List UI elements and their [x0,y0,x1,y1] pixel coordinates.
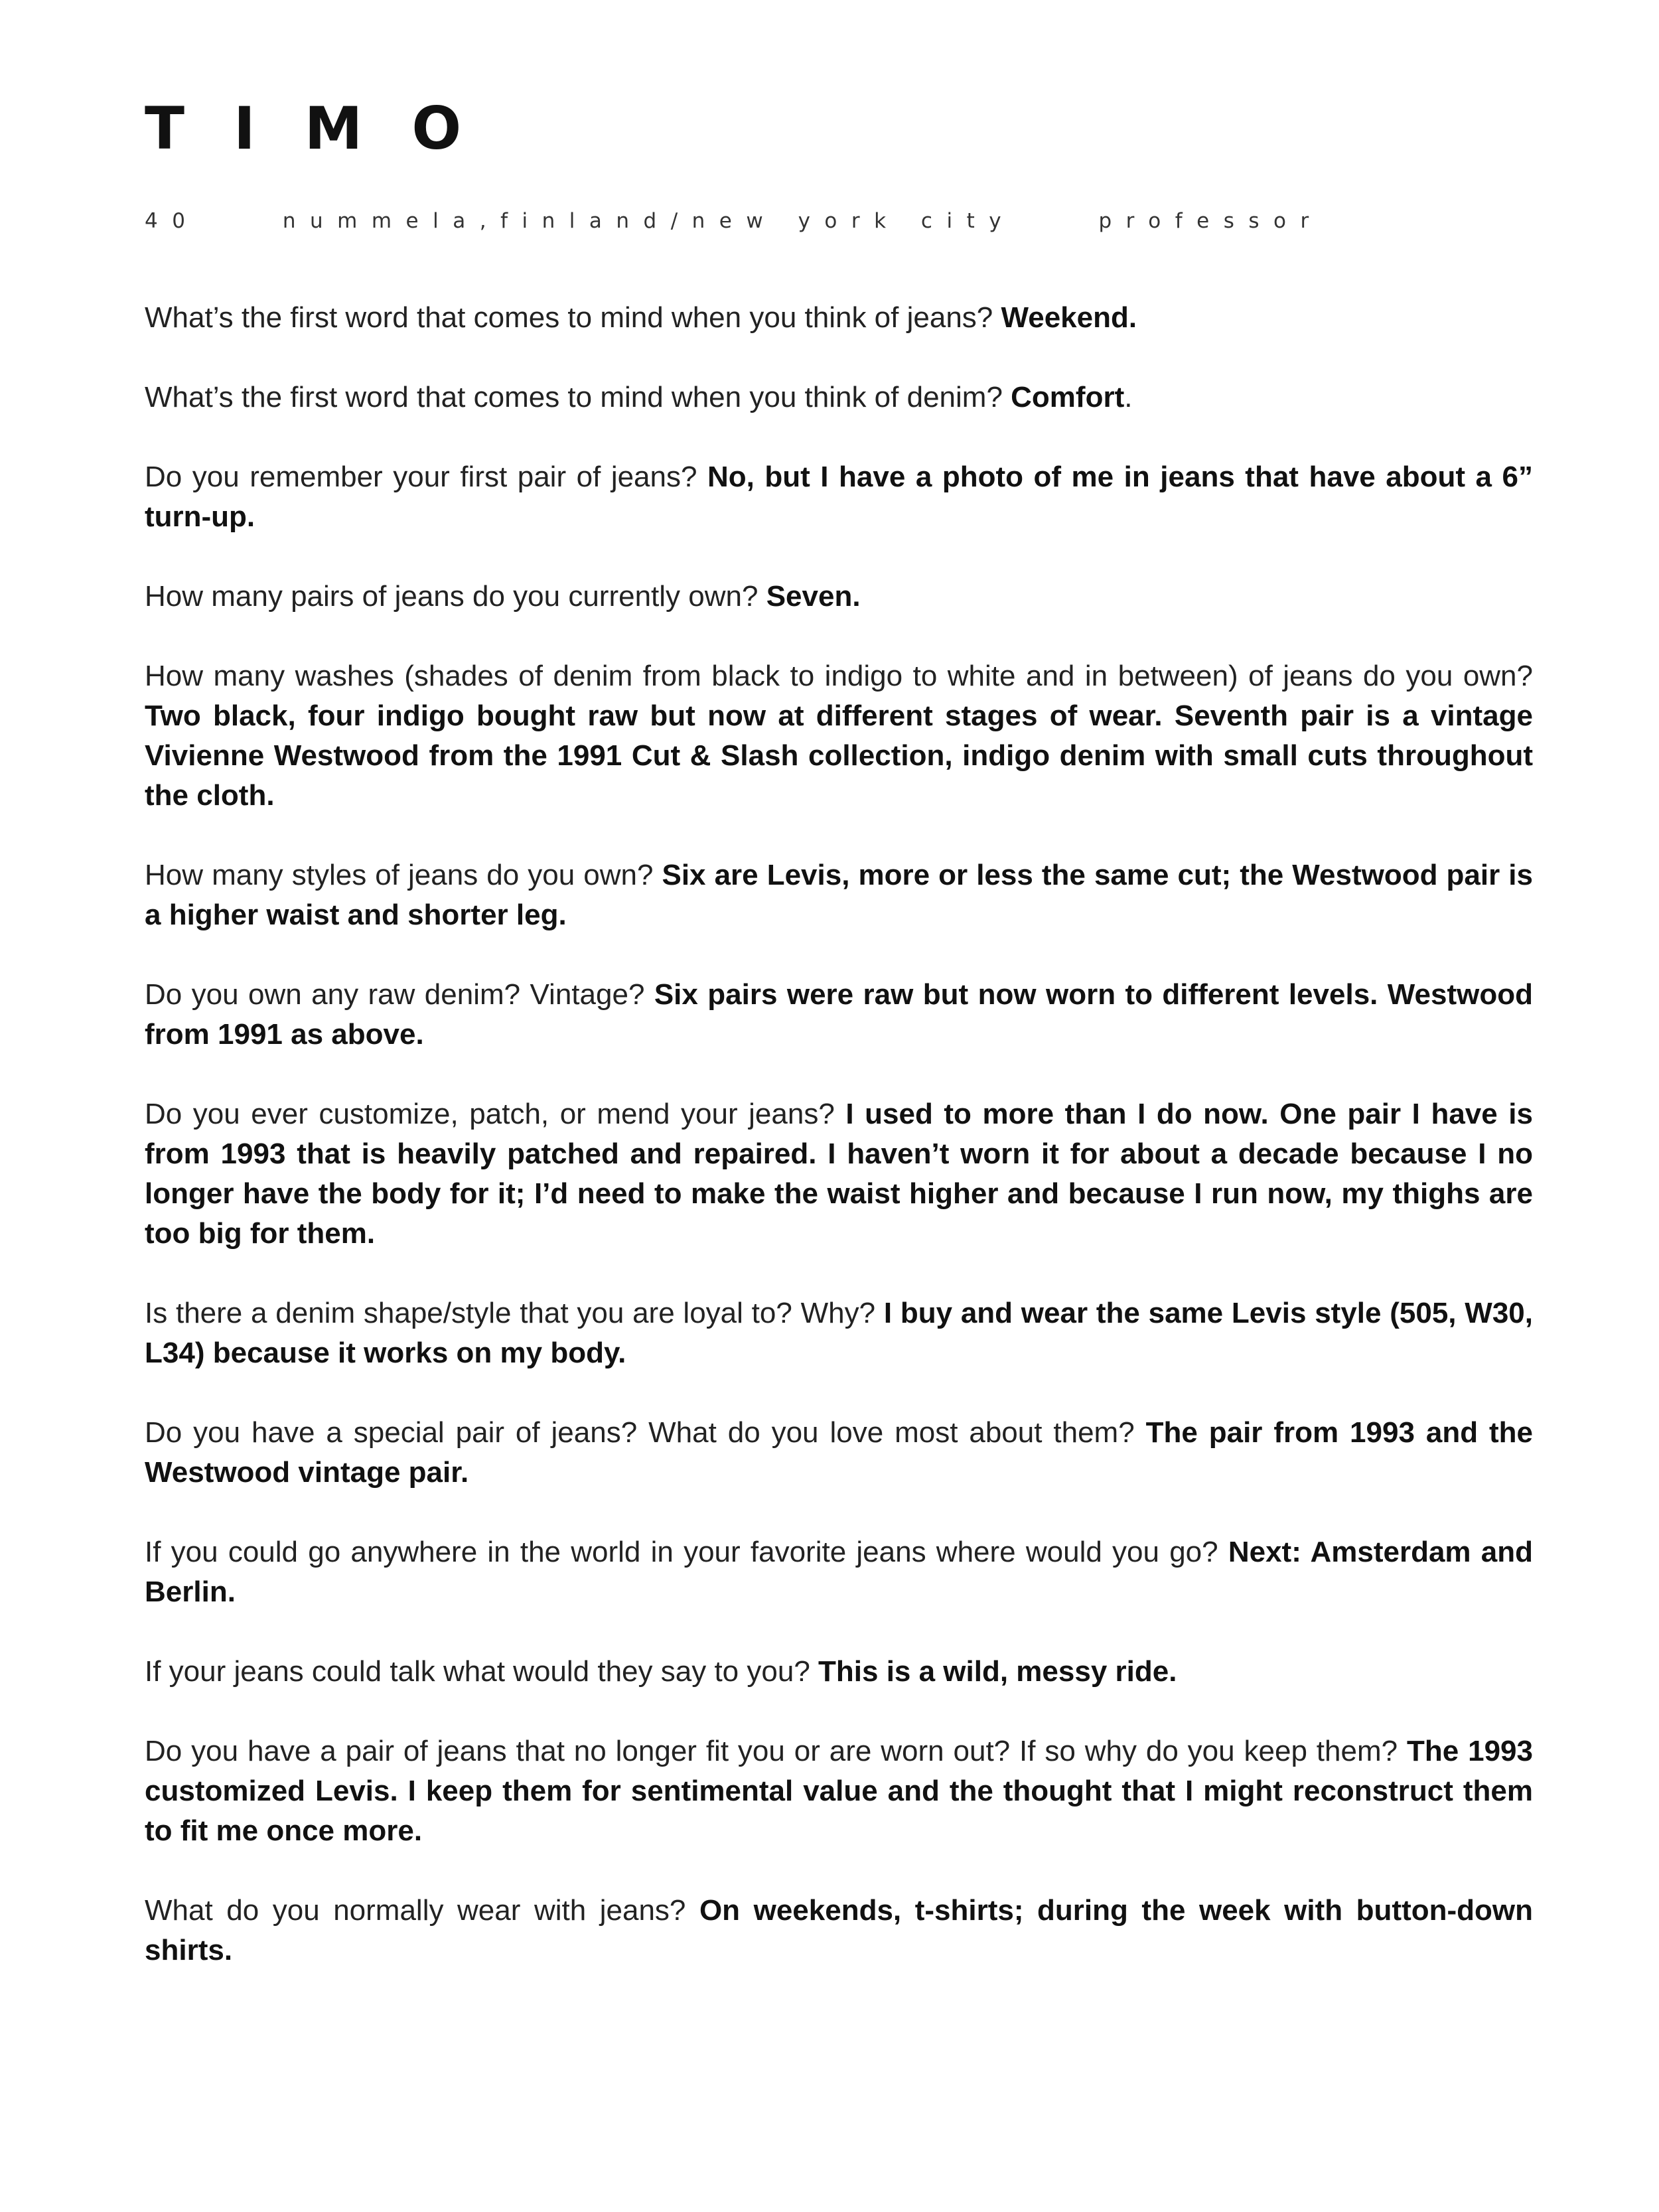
qa-item [145,975,1533,1055]
document-page [145,94,1534,2010]
qa-item [145,1532,1533,1612]
question: How many washes (shades of denim from black to indigo to white and in between) of jeans do you own? [145,660,1533,692]
answer: Comfort [1011,381,1125,413]
answer: The pair from 1993 and the Westwood vintage pair. [145,1416,1533,1489]
qa-item [145,1732,1533,1851]
answer: Two black, four indigo bought raw but now at different stages of wear. Seventh pair is a vintage Vivienne Westwood from the 1991 Cut & Slash collection, indigo denim with small cuts throughout the cloth. [145,700,1533,812]
answer: Weekend. [1001,301,1137,334]
question: What’s the first word that comes to mind when you think of denim? [145,381,1011,413]
qa-item [145,656,1533,816]
page-title: TIMO [145,94,511,163]
answer: Six pairs were raw but now worn to different levels. Westwood from 1991 as above. [145,978,1533,1051]
qa-item [145,378,1533,417]
answer: I used to more than I do now. One pair I have is from 1993 that is heavily patched and repaired. I haven’t worn it for about a decade because I no longer have the body for it; I’d need to make the waist higher and because I run now, my thighs are too big for them. [145,1098,1533,1250]
answer: I buy and wear the same Levis style (505, W30, L34) because it works on my body. [145,1297,1533,1369]
question: Do you ever customize, patch, or mend your jeans? [145,1098,846,1130]
question: Do you have a special pair of jeans? What do you love most about them? [145,1416,1146,1449]
answer: Seven. [766,580,861,613]
question: Do you remember your first pair of jeans? [145,461,707,493]
question: How many pairs of jeans do you currently own? [145,580,766,613]
question: If you could go anywhere in the world in your favorite jeans where would you go? [145,1536,1228,1568]
qa-item [145,1094,1533,1254]
qa-item [145,855,1533,935]
answer: This is a wild, messy ride. [818,1655,1177,1688]
answer: No, but I have a photo of me in jeans that have about a 6” turn-up. [145,461,1534,533]
question: Do you own any raw denim? Vintage? [145,978,654,1011]
qa-item [145,1413,1533,1493]
profile-subtitle: 40 nummela,finland/new york city professor [145,209,1323,233]
qa-item [145,298,1533,338]
qa-item [145,1891,1533,1970]
question: What’s the first word that comes to mind when you think of jeans? [145,301,1001,334]
question: If your jeans could talk what would they say to you? [145,1655,819,1688]
question: Do you have a pair of jeans that no longer fit you or are worn out? If so why do you keep them? [145,1735,1407,1767]
answer: Next: Amsterdam and Berlin. [145,1536,1533,1608]
answer: The 1993 customized Levis. I keep them for sentimental value and the thought that I might reconstruct them to fit me once more. [145,1735,1533,1847]
qa-item [145,457,1533,537]
question: What do you normally wear with jeans? [145,1894,699,1927]
qa-item [145,1293,1533,1373]
qa-item [145,1652,1533,1692]
answer: On weekends, t-shirts; during the week with button-down shirts. [145,1894,1533,1966]
answer: Six are Levis, more or less the same cut; the Westwood pair is a higher waist and shorter leg. [145,859,1533,931]
qa-list [145,298,1533,1970]
question: How many styles of jeans do you own? [145,859,662,891]
qa-item [145,577,1533,617]
answer-tail: . [1124,381,1133,413]
question: Is there a denim shape/style that you are loyal to? Why? [145,1297,884,1329]
